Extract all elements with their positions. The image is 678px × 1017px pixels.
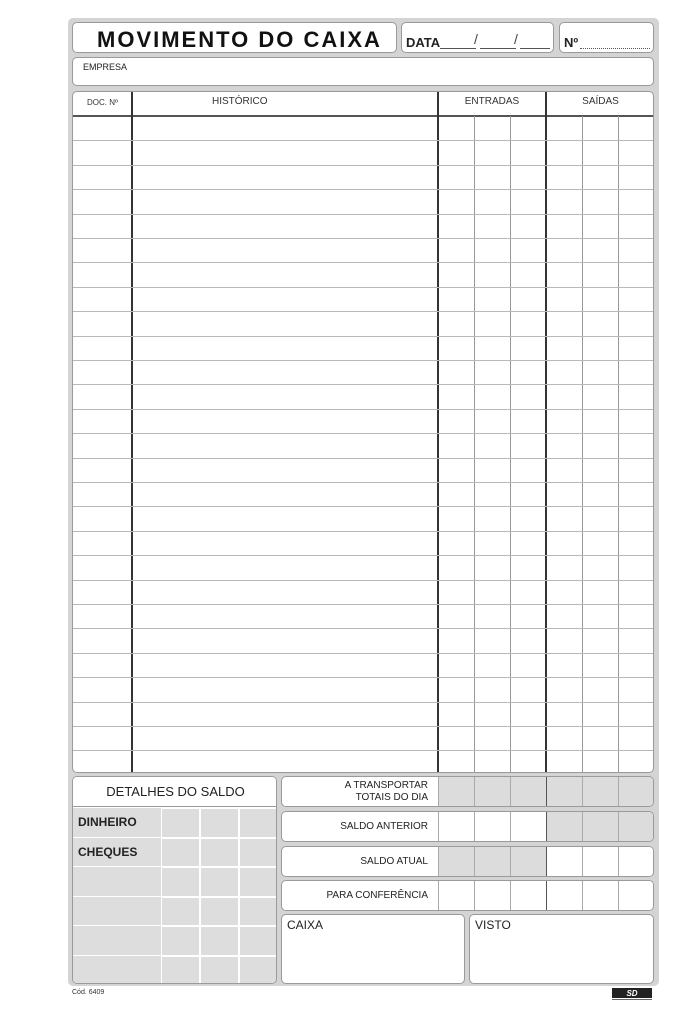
summary-row-current-balance	[281, 846, 654, 877]
balance-value-cell[interactable]	[239, 956, 277, 985]
date-slash-1: /	[474, 31, 478, 47]
summary-row-transport	[281, 776, 654, 807]
balance-row-label: CHEQUES	[78, 844, 138, 859]
header-saidas: SAÍDAS	[582, 96, 619, 107]
balance-value-cell[interactable]	[161, 867, 200, 897]
column-divider-historico	[437, 92, 439, 772]
balance-value-cell[interactable]	[161, 926, 200, 956]
column-divider-entradas	[545, 92, 547, 772]
summary-row-label: SALDO ANTERIOR	[340, 820, 428, 832]
table-row-line	[73, 165, 653, 166]
summary-entradas-cell[interactable]	[510, 812, 546, 841]
visto-label: VISTO	[475, 918, 511, 932]
number-label: Nº	[564, 35, 579, 50]
header-historico: HISTÓRICO	[212, 96, 268, 107]
table-row-line	[73, 262, 653, 263]
column-divider-doc	[131, 92, 133, 772]
date-slash-2: /	[514, 31, 518, 47]
summary-saidas-cell[interactable]	[618, 847, 654, 876]
table-row-line	[73, 580, 653, 581]
date-box	[401, 22, 554, 53]
summary-entradas-cell[interactable]	[438, 847, 474, 876]
balance-value-cell[interactable]	[161, 897, 200, 927]
summary-saidas-cell[interactable]	[546, 812, 582, 841]
summary-entradas-cell[interactable]	[510, 777, 546, 806]
summary-row-check	[281, 880, 654, 911]
table-row-line	[73, 214, 653, 215]
summary-entradas-cell[interactable]	[474, 812, 510, 841]
table-row-line	[73, 360, 653, 361]
balance-details-box	[72, 776, 277, 984]
company-label: EMPRESA	[83, 62, 128, 72]
summary-entradas-cell[interactable]	[474, 881, 510, 910]
summary-saidas-cell[interactable]	[582, 881, 618, 910]
logo-text: SD	[626, 989, 638, 998]
balance-value-cell[interactable]	[200, 926, 239, 956]
summary-saidas-cell[interactable]	[582, 777, 618, 806]
table-row-line	[73, 189, 653, 190]
company-field[interactable]	[72, 57, 654, 86]
balance-value-cell[interactable]	[239, 838, 277, 868]
summary-saidas-cell[interactable]	[618, 812, 654, 841]
balance-row	[73, 956, 161, 985]
table-row-line	[73, 531, 653, 532]
balance-value-cell[interactable]	[200, 956, 239, 985]
balance-row	[73, 867, 161, 897]
table-row-line	[73, 336, 653, 337]
balance-value-cell[interactable]	[200, 838, 239, 868]
table-row-line	[73, 409, 653, 410]
balance-row	[73, 926, 161, 956]
table-row-line	[73, 702, 653, 703]
title-box	[72, 22, 397, 53]
table-row-line	[73, 677, 653, 678]
summary-saidas-cell[interactable]	[582, 847, 618, 876]
number-box	[559, 22, 654, 53]
balance-value-cell[interactable]	[239, 808, 277, 838]
summary-saidas-cell[interactable]	[618, 777, 654, 806]
balance-value-cell[interactable]	[239, 897, 277, 927]
date-day-field[interactable]	[440, 48, 476, 49]
header-divider	[73, 115, 653, 117]
table-row-line	[73, 653, 653, 654]
balance-row	[73, 897, 161, 927]
summary-row-label: A TRANSPORTAR TOTAIS DO DIA	[344, 779, 428, 803]
balance-details-title-text: DETALHES DO SALDO	[106, 784, 245, 799]
table-row-line	[73, 458, 653, 459]
table-row-line	[73, 506, 653, 507]
caixa-label: CAIXA	[287, 918, 324, 932]
table-row-line	[73, 482, 653, 483]
caixa-signature-field[interactable]	[281, 914, 465, 984]
balance-value-cell[interactable]	[239, 867, 277, 897]
table-row-line	[73, 555, 653, 556]
balance-value-cell[interactable]	[161, 838, 200, 868]
summary-entradas-cell[interactable]	[474, 777, 510, 806]
table-row-line	[73, 287, 653, 288]
header-entradas: ENTRADAS	[464, 96, 520, 107]
summary-entradas-cell[interactable]	[438, 812, 474, 841]
balance-value-cell[interactable]	[200, 867, 239, 897]
date-month-field[interactable]	[480, 48, 516, 49]
table-row-line	[73, 140, 653, 141]
balance-value-cell[interactable]	[200, 897, 239, 927]
summary-saidas-cell[interactable]	[582, 812, 618, 841]
date-label: DATA	[406, 35, 441, 50]
summary-row-previous-balance	[281, 811, 654, 842]
summary-entradas-cell[interactable]	[438, 881, 474, 910]
summary-row-label: PARA CONFERÊNCIA	[326, 889, 428, 901]
summary-saidas-cell[interactable]	[546, 847, 582, 876]
summary-entradas-cell[interactable]	[510, 881, 546, 910]
table-row-line	[73, 384, 653, 385]
summary-entradas-cell[interactable]	[438, 777, 474, 806]
summary-row-label: SALDO ATUAL	[360, 855, 428, 867]
summary-entradas-cell[interactable]	[474, 847, 510, 876]
table-row-line	[73, 726, 653, 727]
summary-saidas-cell[interactable]	[546, 777, 582, 806]
balance-details-title	[73, 777, 277, 807]
summary-entradas-cell[interactable]	[510, 847, 546, 876]
ledger-table	[72, 91, 654, 773]
balance-value-cell[interactable]	[200, 808, 239, 838]
table-row-line	[73, 750, 653, 751]
balance-value-cell[interactable]	[239, 926, 277, 956]
header-doc-no: DOC. Nº	[87, 98, 118, 107]
form-code: Cód. 6409	[72, 989, 105, 996]
table-row-line	[73, 238, 653, 239]
table-row-line	[73, 628, 653, 629]
publisher-logo	[612, 988, 652, 1000]
balance-value-cell[interactable]	[161, 808, 200, 838]
balance-row-label: DINHEIRO	[78, 815, 137, 829]
summary-saidas-cell[interactable]	[618, 881, 654, 910]
table-row-line	[73, 433, 653, 434]
table-row-line	[73, 604, 653, 605]
summary-saidas-cell[interactable]	[546, 881, 582, 910]
balance-value-cell[interactable]	[161, 956, 200, 985]
date-year-field[interactable]	[520, 48, 550, 49]
table-row-line	[73, 311, 653, 312]
visto-signature-field[interactable]	[469, 914, 654, 984]
form-title: MOVIMENTO DO CAIXA	[97, 27, 382, 52]
number-field[interactable]	[580, 48, 650, 49]
